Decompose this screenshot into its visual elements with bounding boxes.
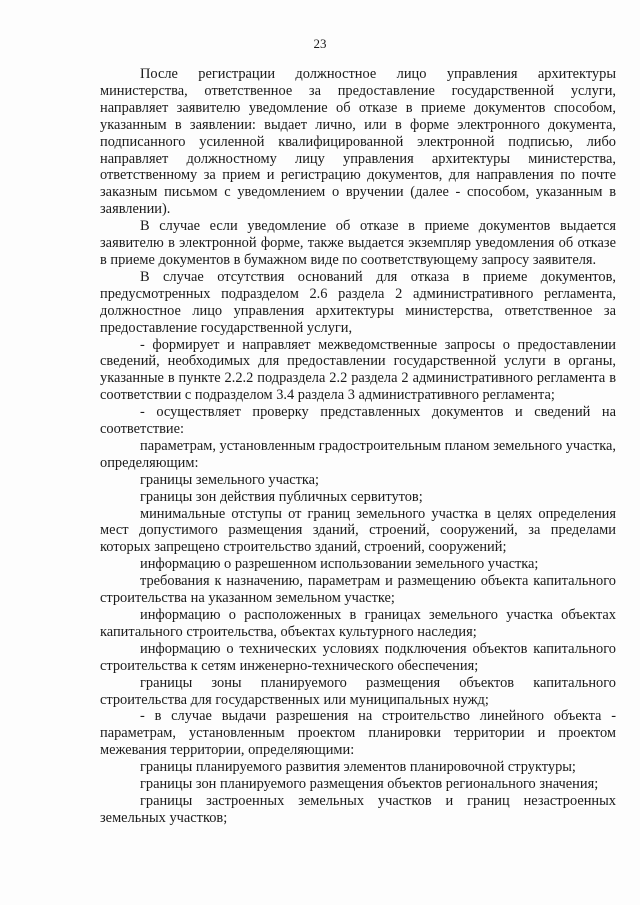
paragraph: границы застроенных земельных участков и границ незастроенных земельных участков; — [100, 792, 616, 826]
paragraph: После регистрации должностное лицо управления архитектуры министерства, ответственное за предоставление государственной услуги, направляет заявителю уведомление об отказе в приеме документов способом, указанным в заявлении: выдает лично, или в форме электронного документа, подписанного усиленной квалифицированной электронной подписью, либо направляет должностному лицу управления архитектуры министерства, ответственному за прием и регистрацию документов, для направления по почте заказным письмом с уведомлением о вручении (далее - способом, указанным в заявлении). — [100, 66, 616, 218]
paragraph: границы зон планируемого размещения объектов регионального значения; — [140, 776, 599, 793]
document-body — [100, 66, 616, 827]
paragraph: информацию о разрешенном использовании земельного участка; — [140, 556, 539, 573]
paragraph: требования к назначению, параметрам и размещению объекта капитального строительства на указанном земельном участке; — [100, 573, 616, 607]
paragraph: В случае отсутствия оснований для отказа в приеме документов, предусмотренных подразделом 2.6 раздела 2 административного регламента, должностное лицо управления архитектуры министерства, ответственное за предоставление государственной услуги, — [100, 268, 616, 336]
paragraph: - формирует и направляет межведомственные запросы о предоставлении сведений, необходимых для предоставлении государственной услуги в органы, указанные в пункте 2.2.2 подраздела 2.2 раздела 2 административного регламента в соответствии с подразделом 3.4 раздела 3 административного регламента; — [100, 336, 616, 404]
paragraph: - осуществляет проверку представленных документов и сведений на соответствие: — [100, 404, 616, 438]
paragraph: - в случае выдачи разрешения на строительство линейного объекта - параметрам, установленным проектом планировки территории и проектом межевания территории, определяющими: — [100, 708, 616, 759]
paragraph: В случае если уведомление об отказе в приеме документов выдается заявителю в электронной форме, также выдается экземпляр уведомления об отказе в приеме документов в бумажном виде по соответствующему запросу заявителя. — [100, 218, 616, 268]
paragraph: границы зоны планируемого размещения объектов капитального строительства для государственных или муниципальных нужд; — [100, 674, 616, 708]
paragraph: границы земельного участка; — [140, 471, 320, 488]
page-number: 23 — [313, 36, 327, 51]
paragraph: минимальные отступы от границ земельного участка в целях определения мест допустимого размещения зданий, строений, сооружений, за пределами которых запрещено строительство зданий, строений, сооружений; — [100, 505, 616, 556]
paragraph: информацию о расположенных в границах земельного участка объектах капитального строительства, объектах культурного наследия; — [100, 607, 616, 640]
paragraph: границы зон действия публичных сервитутов; — [140, 488, 423, 505]
paragraph: параметрам, установленным градостроительным планом земельного участка, определяющим: — [100, 437, 616, 471]
paragraph: информацию о технических условиях подключения объектов капитального строительства к сетям инженерно-технического обеспечения; — [100, 640, 616, 674]
paragraph: границы планируемого развития элементов планировочной структуры; — [140, 759, 576, 776]
